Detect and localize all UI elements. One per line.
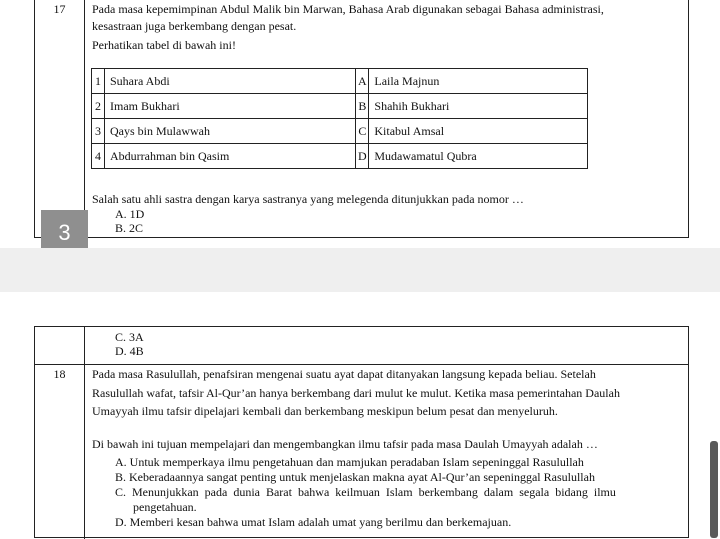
scrollbar-thumb[interactable]: [710, 441, 718, 538]
person-name: Qays bin Mulawwah: [105, 119, 356, 144]
row-number: 2: [92, 94, 105, 119]
option-a: A. 1D: [115, 207, 145, 221]
work-title: Kitabul Amsal: [369, 119, 588, 144]
work-letter: D: [356, 144, 369, 169]
work-letter: B: [356, 94, 369, 119]
option-c: C. 3A: [115, 330, 144, 344]
number-column-divider: [84, 327, 85, 539]
page-number-badge: 3: [41, 210, 88, 256]
paragraph-line: Rasulullah wafat, tafsir Al-Qur’an hanya berkembang dari mulut ke mulut. Ketika masa pemerintahan Daulah: [92, 386, 620, 400]
number-column: [35, 0, 85, 237]
question-number: 18: [53, 367, 66, 381]
person-name: Suhara Abdi: [105, 69, 356, 94]
question-17-block: [34, 0, 689, 238]
option-d: D. 4B: [115, 344, 144, 358]
question-number: 17: [53, 2, 66, 16]
row-number: 4: [92, 144, 105, 169]
table-row: [92, 94, 588, 119]
work-title: Mudawamatul Qubra: [369, 144, 588, 169]
question-18-block: [34, 326, 689, 538]
page-gap: [0, 248, 720, 292]
work-letter: C: [356, 119, 369, 144]
matching-table: [91, 68, 588, 169]
option-b: B. 2C: [115, 221, 144, 235]
person-name: Imam Bukhari: [105, 94, 356, 119]
work-letter: A: [356, 69, 369, 94]
row-number: 1: [92, 69, 105, 94]
row-number: 3: [92, 119, 105, 144]
person-name: Abdurrahman bin Qasim: [105, 144, 356, 169]
option-d: D. Memberi kesan bahwa umat Islam adalah umat yang berilmu dan berkemajuan.: [115, 515, 512, 529]
table-row: [92, 119, 588, 144]
question-text: Salah satu ahli sastra dengan karya sastranya yang melegenda ditunjukkan pada nomor …: [92, 192, 524, 206]
option-a: A. Untuk memperkaya ilmu pengetahuan dan mamjukan peradaban Islam sepeninggal Rasulullah: [115, 455, 584, 469]
work-title: Shahih Bukhari: [369, 94, 588, 119]
table-row: [92, 69, 588, 94]
option-b: B. Keberadaannya sangat penting untuk menjelaskan makna ayat Al-Qur’an sepeninggal Rasulullah: [115, 470, 595, 484]
question-intro-line: Pada masa kepemimpinan Abdul Malik bin Marwan, Bahasa Arab digunakan sebagai Bahasa administrasi,: [92, 2, 604, 16]
paragraph-line: Pada masa Rasulullah, penafsiran mengenai suatu ayat dapat ditanyakan langsung kepada beliau. Setelah: [92, 367, 596, 381]
question-intro-line: kesastraan juga berkembang dengan pesat.: [92, 19, 297, 33]
question-text: Di bawah ini tujuan mempelajari dan mengembangkan ilmu tafsir pada masa Daulah Umayyah adalah …: [92, 437, 598, 451]
table-row: [92, 144, 588, 169]
work-title: Laila Majnun: [369, 69, 588, 94]
instruction-text: Perhatikan tabel di bawah ini!: [92, 38, 236, 52]
option-c: C. Menunjukkan pada dunia Barat bahwa keilmuan Islam berkembang dalam segala bidang ilmu: [115, 485, 616, 499]
option-c-continuation: pengetahuan.: [133, 500, 197, 514]
paragraph-line: Umayyah ilmu tafsir dipelajari kembali dan berkembang meskipun belum pesat dan menyeluruh.: [92, 404, 558, 418]
row-divider: [35, 364, 688, 365]
